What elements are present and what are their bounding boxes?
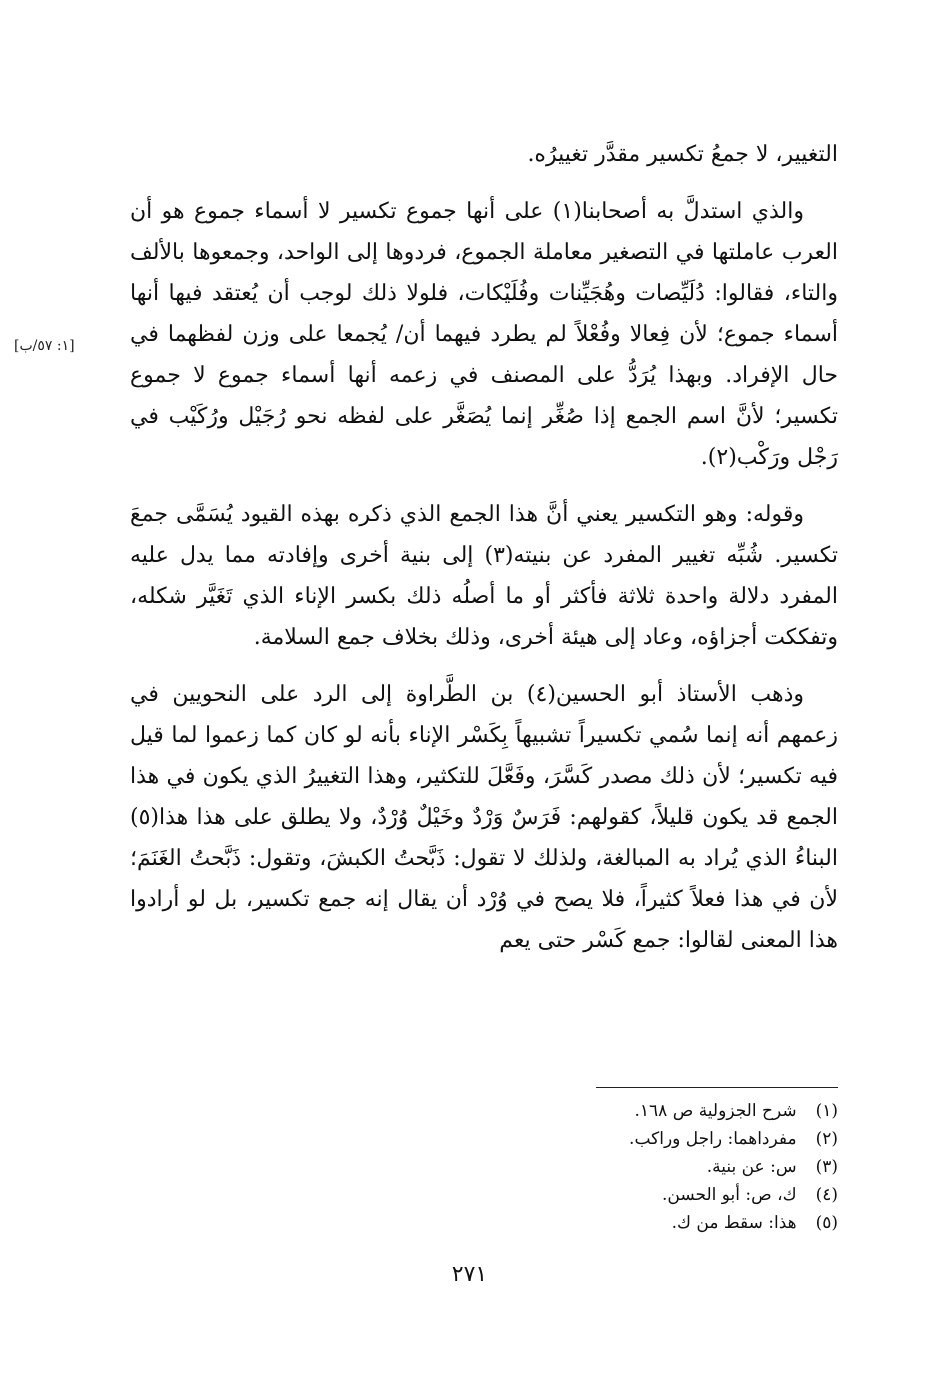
footnotes — [300, 1097, 838, 1237]
paragraph-3: وقوله: وهو التكسير يعني أنَّ هذا الجمع الذي ذكره بهذه القيود يُسَمَّى جمعَ تكسير. شُبِّه تغيير المفرد عن بنيته(٣) إلى بنية أخرى وإفادته مما يدل عليه المفرد دلالة واحدة ثلاثة فأكثر أو ما أصلُه ذلك بكسر الإناء الذي تَغَيَّر شكله، وتفككت أجزاؤه، وعاد إلى هيئة أخرى، وذلك بخلاف جمع السلامة. — [130, 502, 838, 650]
footnote-text: شرح الجزولية ص ١٦٨. — [634, 1101, 797, 1121]
manuscript-folio-note: [١: ٥٧/ب] — [14, 338, 75, 354]
footnote-item — [300, 1181, 838, 1209]
footnote-item — [300, 1097, 838, 1125]
main-text — [130, 134, 838, 961]
footnote-number: (٤) — [815, 1185, 838, 1205]
footnote-item — [300, 1209, 838, 1237]
footnote-item — [300, 1153, 838, 1181]
footnote-text: ك، ص: أبو الحسن. — [661, 1185, 797, 1205]
footnote-separator — [596, 1087, 838, 1088]
footnote-number: (٣) — [815, 1157, 838, 1177]
footnote-text: س: عن بنية. — [706, 1157, 797, 1177]
footnote-number: (١) — [815, 1101, 838, 1121]
paragraph-4: وذهب الأستاذ أبو الحسين(٤) بن الطَّراوة إلى الرد على النحويين في زعمهم أنه إنما سُمي تكسيراً تشبيهاً بِكَسْر الإناء بأنه لو كان كما زعموا لما قيل فيه تكسير؛ لأن ذلك مصدر كَسَّرَ، وفَعَّلَ للتكثير، وهذا التغييرُ الذي يكون في هذا الجمع قد يكون قليلاً، كقولهم: فَرَسٌ وَرْدٌ وخَيْلٌ وُرْدٌ، ولا يطلق على هذا هذا(٥) البناءُ الذي يُراد به المبالغة، ولذلك لا تقول: ذَبَّحتُ الكبشَ، وتقول: ذَبَّحتُ الغَنَمَ؛ لأن في هذا فعلاً كثيراً، فلا يصح في وُرْد أن يقال إنه جمع تكسير، بل لو أرادوا هذا المعنى لقالوا: جمع كَسْر حتى يعم — [130, 682, 838, 953]
footnote-number: (٢) — [815, 1129, 838, 1149]
page-number: ٢٧١ — [451, 1262, 488, 1287]
footnote-text: هذا: سقط من ك. — [671, 1213, 797, 1233]
paragraph-1: التغيير، لا جمعُ تكسير مقدَّر تغييرُه. — [527, 142, 838, 167]
footnote-item — [300, 1125, 838, 1153]
footnote-text: مفرداهما: راجل وراكب. — [629, 1129, 797, 1149]
footnote-number: (٥) — [815, 1213, 838, 1233]
paragraph-2: والذي استدلَّ به أصحابنا(١) على أنها جموع تكسير لا أسماء جموع هو أن العرب عاملتها في التصغير معاملة الجموع، فردوها إلى الواحد، وجمعوها بالألف والتاء، فقالوا: دُلَيِّصات وهُجَيِّنات وفُلَيْكات، فلولا ذلك لوجب أن يُعتقد فيها أنها أسماء جموع؛ لأن فِعالا وفُعْلاً لم يطرد فيهما أن/ يُجمعا على وزن لفظهما في حال الإفراد. وبهذا يُرَدُّ على المصنف في زعمه أنها أسماء جموع لا جموع تكسير؛ لأنَّ اسم الجمع إذا صُغِّر إنما يُصَغَّر على لفظه نحو رُجَيْل ورُكَيْب في رَجْل ورَكْب(٢). — [130, 199, 838, 470]
